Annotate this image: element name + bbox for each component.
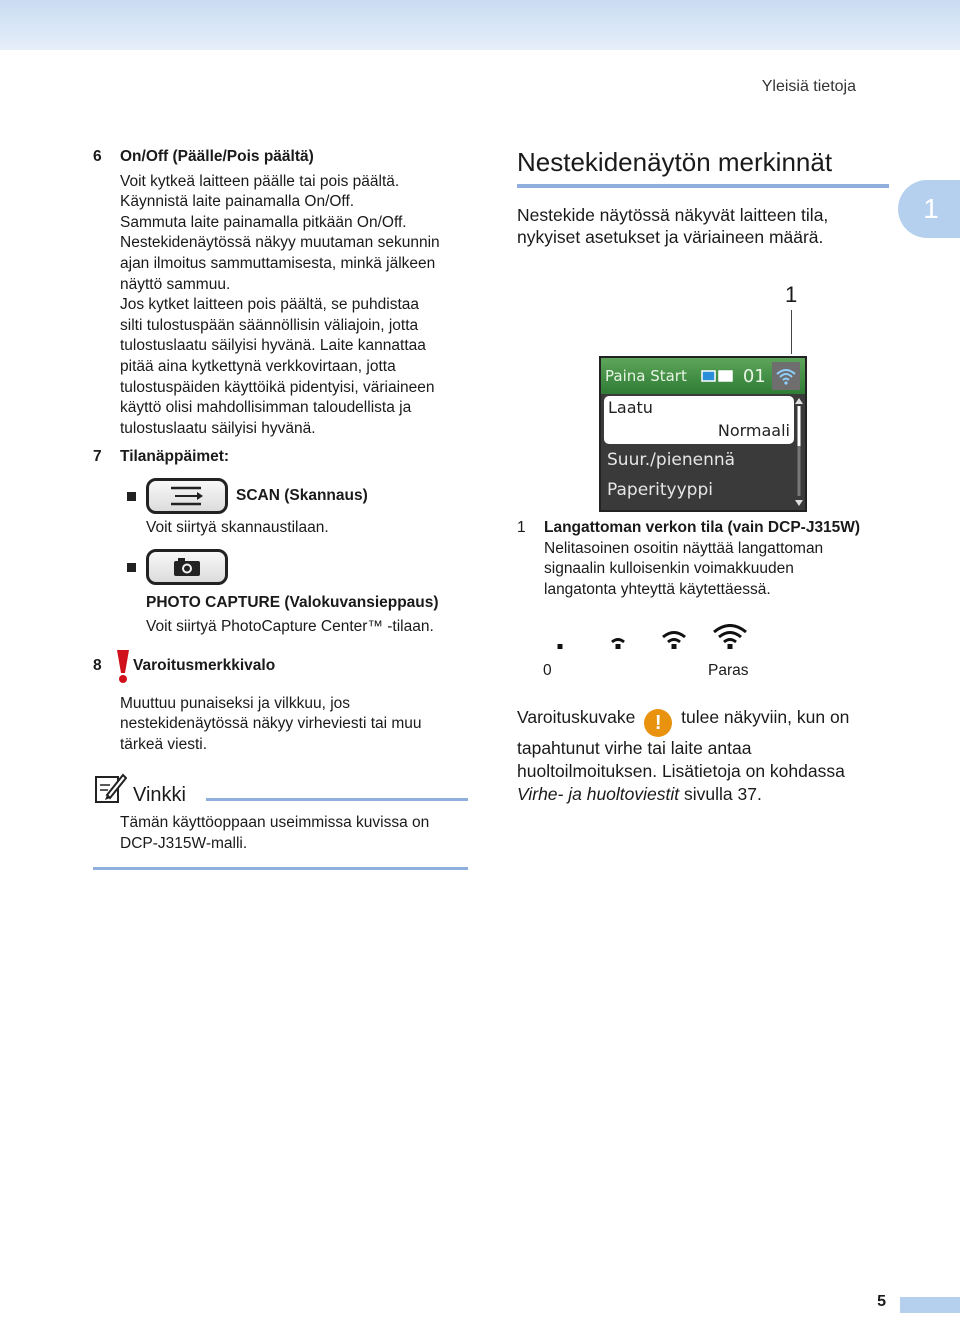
note-bottom-rule [93, 867, 468, 870]
wifi-level-1-icon [601, 624, 635, 652]
text-line: Voit kytkeä laitteen päälle tai pois päältä. [120, 172, 400, 190]
legend-item-1 [517, 518, 889, 600]
lcd-option-name: Laatu [608, 398, 653, 417]
text-line: Jos kytket laitteen pois päältä, se puhdistaa [120, 296, 419, 314]
lcd-start-label: Paina Start [605, 367, 687, 385]
text-line: nykyiset asetukset ja väriaineen määrä. [517, 227, 824, 247]
lcd-selected-option[interactable] [604, 396, 794, 444]
chapter-header: Yleisiä tietoja [761, 78, 856, 95]
item-number: 6 [93, 148, 102, 165]
warning-led-icon [115, 650, 131, 684]
scan-label: SCAN (Skannaus) [236, 486, 368, 504]
photo-desc: Voit siirtyä PhotoCapture Center™ -tilaan. [146, 618, 434, 636]
signal-strength-scale [517, 622, 889, 652]
text-line: huoltoilmoituksen. Lisätietoja on kohdassa [517, 761, 845, 782]
text-line: pitää aina kytkettynä verkkovirtaan, jotta [120, 357, 396, 375]
text-line: tärkeä viesti. [120, 735, 208, 753]
signal-min-label: 0 [543, 662, 552, 680]
wifi-level-3-icon [713, 624, 747, 652]
bullet-square [127, 492, 136, 501]
text-line: Sammuta laite painamalla pitkään On/Off. [120, 213, 407, 231]
item-6 [93, 147, 468, 439]
photo-bullet [127, 549, 468, 638]
text-span: Varoituskuvake [517, 707, 636, 728]
top-band [0, 0, 960, 50]
lcd-row-enlarge[interactable]: Suur./pienennä [607, 450, 736, 470]
item-8 [93, 650, 468, 756]
text-line: nestekidenäytössä näkyy virheviesti tai muu [120, 715, 422, 733]
note-rule [206, 798, 468, 801]
callout-line [791, 310, 792, 354]
text-line: Tämän käyttöoppaan useimmissa kuvissa on [120, 814, 430, 832]
text-span: sivulla 37. [684, 784, 762, 805]
text-line: Nelitasoinen osoitin näyttää langattoman [544, 539, 824, 557]
item-title: Varoitusmerkkivalo [133, 657, 276, 675]
text-line: DCP-J315W-malli. [120, 835, 248, 853]
text-line: Käynnistä laite painamalla On/Off. [120, 193, 355, 211]
text-line: käyttö olisi mahdollisimman taloudellista ja [120, 399, 412, 417]
lcd-option-value: Normaali [717, 421, 790, 440]
camera-icon [172, 556, 202, 578]
scan-desc: Voit siirtyä skannaustilaan. [146, 518, 329, 536]
ink-indicator-icon [701, 369, 735, 383]
warning-icon: ! [644, 709, 672, 737]
lcd-screen [599, 356, 807, 512]
right-column [517, 147, 889, 806]
page-band [900, 1297, 960, 1313]
section-rule [517, 184, 889, 188]
item-number: 8 [93, 656, 102, 674]
text-line: langatonta yhteyttä käytettäessä. [544, 580, 771, 598]
pencil-note-icon [93, 771, 127, 805]
text-line: Nestekide näytössä näkyvät laitteen tila, [517, 205, 829, 225]
legend-number: 1 [517, 519, 526, 536]
photo-capture-key[interactable] [146, 549, 228, 585]
wifi-level-2-icon [657, 624, 691, 652]
section-desc [517, 204, 889, 248]
lcd-scrollbar[interactable] [795, 398, 803, 506]
item-7 [93, 447, 468, 637]
text-line: tulostuslaatu säilyisi hyvänä. Laite kannattaa [120, 337, 426, 355]
scan-icon [167, 484, 207, 508]
lcd-status-bar [601, 358, 805, 394]
text-line: tulostuslaatu säilyisi hyvänä. [120, 419, 316, 437]
text-line: tulostuspäiden käyttöikä pidentyisi, väriaineen [120, 378, 435, 396]
legend-title: Langattoman verkon tila (vain DCP-J315W) [544, 519, 861, 536]
scan-key[interactable] [146, 478, 228, 514]
section-title: Nestekidenäytön merkinnät [517, 147, 833, 177]
wifi-icon [775, 367, 797, 385]
text-line: silti tulostuspään säännöllisin väliajoin, jotta [120, 316, 419, 334]
text-line: näyttö sammuu. [120, 275, 231, 293]
item-title: On/Off (Päälle/Pois päältä) [120, 148, 314, 165]
note-title: Vinkki [133, 783, 186, 806]
item-number: 7 [93, 448, 102, 466]
lcd-figure [517, 278, 889, 500]
item-title: Tilanäppäimet: [120, 448, 230, 466]
text-line: Muuttuu punaiseksi ja vilkkuu, jos [120, 694, 351, 712]
text-line: signaalin kulloisenkin voimakkuuden [544, 560, 794, 578]
cross-reference-link[interactable]: Virhe- ja huoltoviestit [517, 784, 680, 805]
wifi-status-box [772, 362, 800, 390]
note-box [93, 771, 468, 869]
signal-strength-labels [517, 662, 889, 684]
text-line: Nestekidenäytössä näkyy muutaman sekunnin [120, 234, 440, 252]
bullet-square [127, 563, 136, 572]
signal-max-label: Paras [708, 662, 749, 680]
text-line: tapahtunut virhe tai laite antaa [517, 738, 752, 759]
text-line: ajan ilmoitus sammuttamisesta, minkä jälkeen [120, 254, 436, 272]
photo-label: PHOTO CAPTURE (Valokuvansieppaus) [146, 593, 439, 611]
warning-paragraph [517, 706, 889, 806]
page-number: 5 [877, 1293, 886, 1310]
scan-bullet [127, 478, 468, 539]
text-span: tulee näkyviin, kun on [681, 707, 850, 728]
wifi-level-0-icon [543, 624, 577, 652]
lcd-copies: 01 [742, 365, 766, 387]
callout-number: 1 [785, 282, 798, 307]
lcd-row-paper-type[interactable]: Paperityyppi [607, 480, 713, 500]
left-column [93, 147, 468, 870]
chapter-tab: 1 [898, 180, 960, 238]
